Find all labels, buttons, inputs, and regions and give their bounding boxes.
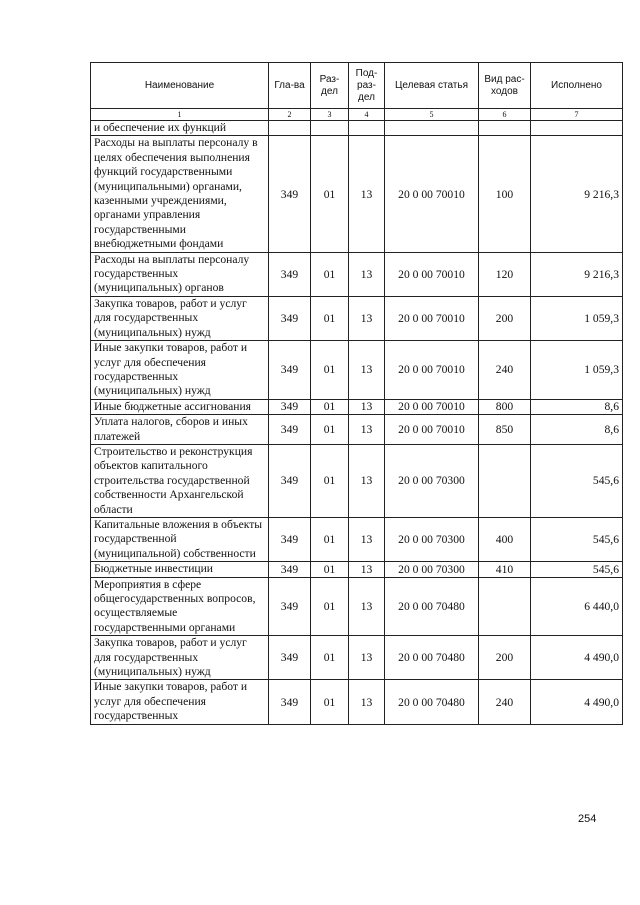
row-razdel-cell: 01 bbox=[311, 636, 349, 680]
row-expense-type-cell: 240 bbox=[479, 680, 531, 724]
row-target-article-cell: 20 0 00 70480 bbox=[385, 636, 479, 680]
row-expense-type-cell bbox=[479, 121, 531, 136]
row-target-article-cell bbox=[385, 121, 479, 136]
row-name-cell: Иные бюджетные ассигнования bbox=[91, 399, 269, 414]
row-target-article-cell: 20 0 00 70010 bbox=[385, 136, 479, 252]
row-name-cell: Расходы на выплаты персоналу в целях обеспечения выполнения функций государственными (муниципальными) органами, казенными учреждениями, органами управления государственными внебюджетными фондами bbox=[91, 136, 269, 252]
row-glava-cell: 349 bbox=[269, 636, 311, 680]
row-target-article-cell: 20 0 00 70010 bbox=[385, 296, 479, 340]
row-glava-cell: 349 bbox=[269, 399, 311, 414]
table-row bbox=[91, 136, 623, 252]
table-row bbox=[91, 341, 623, 400]
table-body bbox=[91, 121, 623, 725]
row-expense-type-cell: 850 bbox=[479, 415, 531, 445]
row-razdel-cell: 01 bbox=[311, 577, 349, 636]
row-executed-cell: 6 440,0 bbox=[531, 577, 623, 636]
table-row bbox=[91, 680, 623, 724]
row-glava-cell: 349 bbox=[269, 680, 311, 724]
row-razdel-cell: 01 bbox=[311, 680, 349, 724]
table-row bbox=[91, 517, 623, 561]
row-glava-cell: 349 bbox=[269, 444, 311, 517]
row-expense-type-cell: 240 bbox=[479, 341, 531, 400]
table-header-row bbox=[91, 63, 623, 109]
header-target-article: Целевая статья bbox=[385, 63, 479, 109]
row-name-cell: Иные закупки товаров, работ и услуг для обеспечения государственных bbox=[91, 680, 269, 724]
row-target-article-cell: 20 0 00 70010 bbox=[385, 252, 479, 296]
header-razdel: Раз-дел bbox=[311, 63, 349, 109]
row-expense-type-cell: 120 bbox=[479, 252, 531, 296]
header-name: Наименование bbox=[91, 63, 269, 109]
column-number-row bbox=[91, 109, 623, 121]
column-number: 4 bbox=[349, 109, 385, 121]
row-expense-type-cell: 200 bbox=[479, 296, 531, 340]
table-row bbox=[91, 415, 623, 445]
row-razdel-cell: 01 bbox=[311, 415, 349, 445]
row-podrazdel-cell: 13 bbox=[349, 577, 385, 636]
row-glava-cell: 349 bbox=[269, 415, 311, 445]
row-podrazdel-cell: 13 bbox=[349, 399, 385, 414]
row-executed-cell: 545,6 bbox=[531, 444, 623, 517]
column-number: 1 bbox=[91, 109, 269, 121]
row-name-cell: Закупка товаров, работ и услуг для государственных (муниципальных) нужд bbox=[91, 296, 269, 340]
row-razdel-cell bbox=[311, 121, 349, 136]
row-razdel-cell: 01 bbox=[311, 296, 349, 340]
row-podrazdel-cell bbox=[349, 121, 385, 136]
row-target-article-cell: 20 0 00 70010 bbox=[385, 399, 479, 414]
row-target-article-cell: 20 0 00 70010 bbox=[385, 341, 479, 400]
row-podrazdel-cell: 13 bbox=[349, 444, 385, 517]
row-target-article-cell: 20 0 00 70480 bbox=[385, 680, 479, 724]
row-glava-cell: 349 bbox=[269, 252, 311, 296]
row-glava-cell: 349 bbox=[269, 296, 311, 340]
budget-table bbox=[90, 62, 623, 725]
row-glava-cell bbox=[269, 121, 311, 136]
header-glava: Гла-ва bbox=[269, 63, 311, 109]
row-razdel-cell: 01 bbox=[311, 252, 349, 296]
table-row bbox=[91, 444, 623, 517]
row-target-article-cell: 20 0 00 70300 bbox=[385, 517, 479, 561]
row-razdel-cell: 01 bbox=[311, 562, 349, 577]
row-executed-cell: 4 490,0 bbox=[531, 636, 623, 680]
row-glava-cell: 349 bbox=[269, 341, 311, 400]
row-razdel-cell: 01 bbox=[311, 399, 349, 414]
row-expense-type-cell: 800 bbox=[479, 399, 531, 414]
row-name-cell: Закупка товаров, работ и услуг для государственных (муниципальных) нужд bbox=[91, 636, 269, 680]
row-target-article-cell: 20 0 00 70300 bbox=[385, 444, 479, 517]
row-name-cell: Расходы на выплаты персоналу государственных (муниципальных) органов bbox=[91, 252, 269, 296]
header-expense-type: Вид рас-ходов bbox=[479, 63, 531, 109]
row-name-cell: Иные закупки товаров, работ и услуг для обеспечения государственных (муниципальных) нужд bbox=[91, 341, 269, 400]
table-row bbox=[91, 562, 623, 577]
row-executed-cell: 4 490,0 bbox=[531, 680, 623, 724]
row-name-cell: и обеспечение их функций bbox=[91, 121, 269, 136]
page-number: 254 bbox=[578, 813, 597, 825]
row-target-article-cell: 20 0 00 70300 bbox=[385, 562, 479, 577]
column-number: 3 bbox=[311, 109, 349, 121]
table-row bbox=[91, 121, 623, 136]
row-executed-cell: 9 216,3 bbox=[531, 252, 623, 296]
table-row bbox=[91, 636, 623, 680]
column-number: 2 bbox=[269, 109, 311, 121]
row-expense-type-cell: 200 bbox=[479, 636, 531, 680]
header-executed: Исполнено bbox=[531, 63, 623, 109]
row-razdel-cell: 01 bbox=[311, 341, 349, 400]
row-name-cell: Бюджетные инвестиции bbox=[91, 562, 269, 577]
row-executed-cell: 8,6 bbox=[531, 399, 623, 414]
row-expense-type-cell bbox=[479, 444, 531, 517]
row-name-cell: Строительство и реконструкция объектов капитального строительства государственной собственности Архангельской области bbox=[91, 444, 269, 517]
row-podrazdel-cell: 13 bbox=[349, 341, 385, 400]
row-razdel-cell: 01 bbox=[311, 444, 349, 517]
row-executed-cell: 1 059,3 bbox=[531, 341, 623, 400]
row-expense-type-cell: 400 bbox=[479, 517, 531, 561]
row-executed-cell: 545,6 bbox=[531, 517, 623, 561]
table-row bbox=[91, 296, 623, 340]
row-podrazdel-cell: 13 bbox=[349, 636, 385, 680]
row-razdel-cell: 01 bbox=[311, 517, 349, 561]
row-podrazdel-cell: 13 bbox=[349, 296, 385, 340]
column-number: 6 bbox=[479, 109, 531, 121]
row-podrazdel-cell: 13 bbox=[349, 136, 385, 252]
row-name-cell: Мероприятия в сфере общегосударственных вопросов, осуществляемые государственными органами bbox=[91, 577, 269, 636]
row-executed-cell: 9 216,3 bbox=[531, 136, 623, 252]
row-name-cell: Капитальные вложения в объекты государственной (муниципальной) собственности bbox=[91, 517, 269, 561]
row-podrazdel-cell: 13 bbox=[349, 562, 385, 577]
table-row bbox=[91, 399, 623, 414]
row-name-cell: Уплата налогов, сборов и иных платежей bbox=[91, 415, 269, 445]
row-executed-cell: 545,6 bbox=[531, 562, 623, 577]
header-podrazdel: Под-раз-дел bbox=[349, 63, 385, 109]
row-target-article-cell: 20 0 00 70010 bbox=[385, 415, 479, 445]
row-target-article-cell: 20 0 00 70480 bbox=[385, 577, 479, 636]
row-glava-cell: 349 bbox=[269, 577, 311, 636]
row-glava-cell: 349 bbox=[269, 136, 311, 252]
row-executed-cell: 1 059,3 bbox=[531, 296, 623, 340]
row-podrazdel-cell: 13 bbox=[349, 680, 385, 724]
table-row bbox=[91, 577, 623, 636]
row-glava-cell: 349 bbox=[269, 562, 311, 577]
row-expense-type-cell: 410 bbox=[479, 562, 531, 577]
column-number: 7 bbox=[531, 109, 623, 121]
row-razdel-cell: 01 bbox=[311, 136, 349, 252]
row-glava-cell: 349 bbox=[269, 517, 311, 561]
row-podrazdel-cell: 13 bbox=[349, 252, 385, 296]
row-podrazdel-cell: 13 bbox=[349, 415, 385, 445]
row-podrazdel-cell: 13 bbox=[349, 517, 385, 561]
column-number: 5 bbox=[385, 109, 479, 121]
table-row bbox=[91, 252, 623, 296]
row-expense-type-cell bbox=[479, 577, 531, 636]
row-executed-cell: 8,6 bbox=[531, 415, 623, 445]
row-expense-type-cell: 100 bbox=[479, 136, 531, 252]
row-executed-cell bbox=[531, 121, 623, 136]
